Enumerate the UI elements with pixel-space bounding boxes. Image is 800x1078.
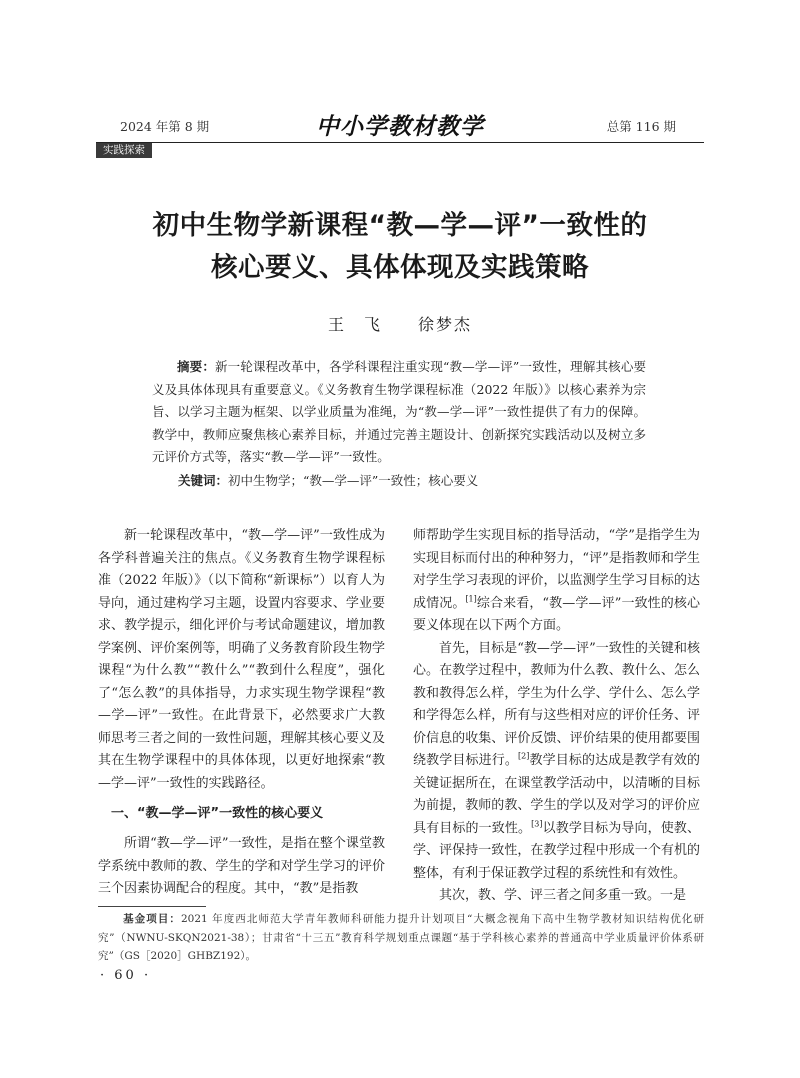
keywords — [178, 470, 648, 492]
footnote-label: 基金项目： — [122, 913, 181, 925]
paragraph: 所谓“教—学—评”一致性，是指在整个课堂教学系统中教师的教、学生的学和对学生学习的评价三个因素协调配合的程度。其中，“教”是指教 — [98, 836, 385, 896]
text-run: 教学目标的达成是教学有效的关键证据所在，在课堂教学活动中，以清晰的目标为前提，教师的教、学生的学以及对学习的评价应具有目标的一致性。 — [413, 753, 700, 836]
text-run: 师帮助学生实现目标的指导活动，“学”是指学生为实现目标而付出的种种努力，“评”是指教师和学生对学生学习表现的评价，以监测学生学习目标的达成情况。 — [413, 528, 700, 611]
section-heading: 一、“教—学—评”一致性的核心要义 — [111, 806, 324, 821]
citation-ref: [1] — [465, 594, 477, 604]
footnote — [98, 910, 704, 966]
article-title — [0, 205, 800, 289]
text-run: 综合来看，“教—学—评”一致性的核心要义体现在以下两个方面。 — [413, 595, 700, 633]
body-column-right — [413, 525, 700, 908]
citation-ref: [2] — [518, 751, 530, 761]
keywords-text: 初中生物学；“教—学—评”一致性；核心要义 — [228, 473, 479, 488]
abstract — [152, 356, 646, 469]
footnote-text: 2021 年度西北师范大学青年教师科研能力提升计划项目“大概念视角下高中生物学教材知识结构优化研究”（NWNU-SKQN2021-38）；甘肃省“十三五”教育科学规划重点课题“基于学科核心素养的普通高中学业质量评价体系研究”（GS［2020］GHBZ192）。 — [98, 913, 704, 962]
paragraph: 其次，教、学、评三者之间多重一致。一是 — [439, 888, 687, 903]
paragraph — [413, 638, 700, 886]
text-run: 首先，目标是“教—学—评”一致性的关键和核心。在教学过程中，教师为什么教、教什么、怎么教和教得怎么样，学生为什么学、学什么、怎么学和学得怎么样，所有与这些相对应的评价任务、评价信息的收集、评价反馈、评价结果的使用都要围绕教学目标进行。 — [413, 640, 700, 768]
issue-number: 2024 年第 8 期 — [120, 119, 210, 134]
abstract-text: 新一轮课程改革中，各学科课程注重实现“教—学—评”一致性，理解其核心要义及具体体现具有重要意义。《义务教育生物学课程标准（2022 年版）》以核心素养为宗旨、以学习主题为框架、以学业质量为准绳，为“教—学—评”一致性提供了有力的保障。教学中，教师应聚焦核心素养目标，并通过完善主题设计、创新探究实践活动以及树立多元评价方式等，落实“教—学—评”一致性。 — [152, 359, 646, 465]
page-number: · 60 · — [100, 968, 152, 983]
keywords-label: 关键词： — [178, 473, 229, 488]
paragraph: 新一轮课程改革中，“教—学—评”一致性成为各学科普遍关注的焦点。《义务教育生物学课程标准（2022 年版）》（以下简称“新课标”）以育人为导向，通过建构学习主题，设置内容要求、学业要求、教学提示，细化评价与考试命题建议，增加教学案例、评价案例等，明确了义务教育阶段生物学课程“为什么教”“教什么”“教到什么程度”，强化了“怎么教”的具体指导，力求实现生物学课程“教—学—评”一致性。在此背景下，必然要求广大教师思考三者之间的一致性问题，理解其核心要义及其在生物学课程中的具体体现，以更好地探索“教—学—评”一致性的实践路径。 — [98, 528, 385, 791]
header-rule — [96, 142, 704, 143]
body-column-left — [98, 525, 385, 901]
text-run: 以教学目标为导向，使教、学、评保持一致性，在教学过程中形成一个有机的整体，有利于保证教学过程的系统性和有效性。 — [413, 820, 700, 881]
paragraph — [413, 525, 700, 638]
footnote-rule — [98, 906, 206, 907]
total-issue-number: 总第 116 期 — [606, 119, 676, 134]
section-tag: 实践探索 — [96, 143, 152, 158]
title-line-2: 核心要义、具体体现及实践策略 — [211, 252, 589, 283]
abstract-label: 摘要： — [177, 359, 216, 374]
authors: 王 飞 徐梦杰 — [327, 315, 472, 334]
title-line-1: 初中生物学新课程“教—学—评”一致性的 — [152, 210, 648, 241]
journal-logo: 中小学教材教学 — [316, 113, 484, 140]
citation-ref: [3] — [531, 819, 543, 829]
